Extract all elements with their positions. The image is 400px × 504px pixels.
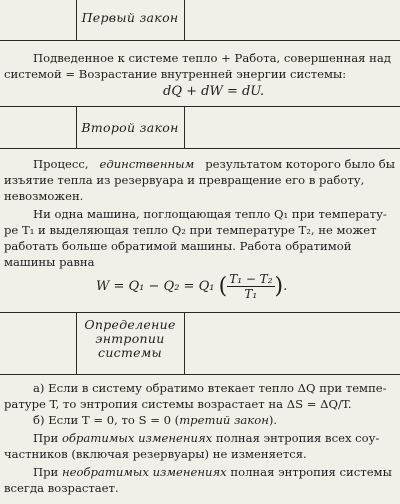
second-law-box-right <box>184 106 185 148</box>
entropy-d-pri: При <box>33 465 59 479</box>
second-law-title: Второй закон <box>81 120 179 135</box>
second-law-p1-line3: невозможен. <box>4 189 84 203</box>
entropy-title-line2: энтропии <box>95 331 165 346</box>
work-formula-left: W = Q₁ − Q₂ = Q₁ <box>96 279 215 294</box>
work-formula-fraction <box>227 272 274 301</box>
second-law-bottom-divider <box>0 148 400 149</box>
entropy-title-line3: системы <box>98 345 162 360</box>
second-law-top-divider <box>0 106 400 107</box>
first-law-formula: dQ + dW = dU. <box>163 84 265 99</box>
work-formula-close-paren: ) <box>274 274 284 299</box>
entropy-c-line2: частников (включая резервуары) не изменяется. <box>4 447 307 461</box>
second-law-p1-line1 <box>33 156 395 172</box>
second-law-p1-word-only: единственным <box>99 157 195 171</box>
entropy-c-rest: полная энтропия всех соу- <box>215 431 380 445</box>
entropy-b-third-law: третий закон <box>179 413 269 427</box>
second-law-p1-rest: результатом которого было бы <box>205 157 395 171</box>
entropy-d-line1 <box>33 464 392 480</box>
entropy-c-line1 <box>33 430 379 446</box>
first-law-box-left <box>76 0 77 40</box>
second-law-box-left <box>76 106 77 148</box>
entropy-c-pri: При <box>33 431 59 445</box>
work-formula <box>96 272 287 301</box>
entropy-b-line1 <box>33 412 277 428</box>
first-law-line1: Подведенное к системе тепло + Работа, совершенная над <box>33 51 391 65</box>
entropy-b-text: б) Если T = 0, то S = 0 ( <box>33 413 180 427</box>
work-formula-numerator: T₁ − T₂ <box>229 272 273 286</box>
first-law-title: Первый закон <box>81 10 179 25</box>
entropy-title-line1: Определение <box>84 317 176 332</box>
entropy-b-close: ). <box>268 413 278 427</box>
second-law-p1-word-process: Процесс, <box>33 157 89 171</box>
entropy-d-line2: всегда возрастает. <box>4 481 119 495</box>
second-law-p2-line2: ре T₁ и выделяющая тепло Q₂ при температуре T₂, не может <box>4 223 377 237</box>
first-law-box-right <box>184 0 185 40</box>
work-formula-denominator: T₁ <box>244 287 258 301</box>
entropy-box-right <box>184 312 185 374</box>
entropy-d-irreversible: необратимых изменениях <box>61 465 227 479</box>
entropy-bottom-divider <box>0 374 400 375</box>
work-formula-open-paren: ( <box>218 274 228 299</box>
entropy-d-rest: полная энтропия системы <box>230 465 392 479</box>
second-law-p1-line2: изъятие тепла из резервуара и превращение его в работу, <box>4 173 365 187</box>
first-law-line2: системой = Возрастание внутренней энергии системы: <box>4 67 347 81</box>
entropy-box-left <box>76 312 77 374</box>
entropy-top-divider <box>0 312 400 313</box>
second-law-p2-line3: работать больше обратимой машины. Работа обратимой <box>4 239 352 253</box>
entropy-c-reversible: обратимых изменениях <box>61 431 213 445</box>
second-law-p2-line4: машины равна <box>4 255 95 269</box>
work-formula-period: . <box>283 279 288 294</box>
entropy-a-line2: ратуре T, то энтропия системы возрастает на ΔS = ΔQ/T. <box>4 397 352 411</box>
second-law-p2-line1: Ни одна машина, поглощающая тепло Q₁ при температу- <box>33 207 387 221</box>
entropy-a-line1: а) Если в систему обратимо втекает тепло ΔQ при темпе- <box>33 381 387 395</box>
first-law-divider <box>0 40 400 41</box>
